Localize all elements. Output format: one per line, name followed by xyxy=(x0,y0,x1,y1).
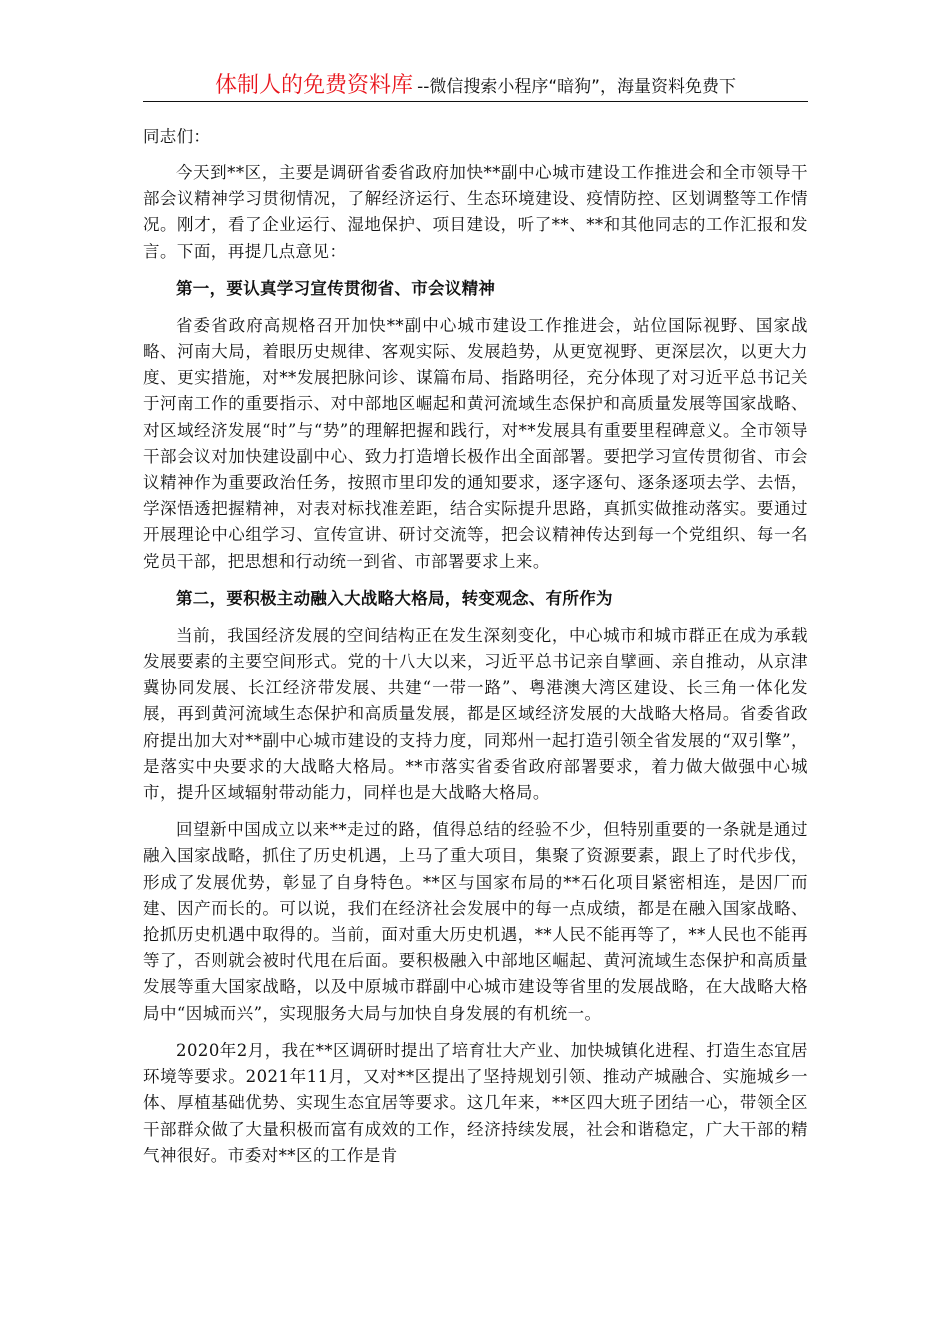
paragraph-intro: 今天到**区，主要是调研省委省政府加快**副中心城市建设工作推进会和全市领导干部会议精神学习贯彻情况，了解经济运行、生态环境建设、疫情防控、区划调整等工作情况。刚才，看了企业运行、湿地保护、项目建设，听了**、**和其他同志的工作汇报和发言。下面，再提几点意见： xyxy=(143,163,808,261)
paragraph-section2-b: 回望新中国成立以来**走过的路，值得总结的经验不少，但特别重要的一条就是通过融入国家战略，抓住了历史机遇，上马了重大项目，集聚了资源要素，跟上了时代步伐，形成了发展优势，彰显了自身特色。**区与国家布局的**石化项目紧密相连，是因厂而建、因产而长的。可以说，我们在经济社会发展中的每一点成绩，都是在融入国家战略、抢抓历史机遇中取得的。当前，面对重大历史机遇，**人民不能再等了，**人民也不能再等了，否则就会被时代甩在后面。要积极融入中部地区崛起、黄河流域生态保护和高质量发展等重大国家战略，以及中原城市群副中心城市建设等省里的发展战略，在大战略大格局中“因城而兴”，实现服务大局与加快自身发展的有机统一。 xyxy=(143,820,808,1023)
document-body xyxy=(143,124,808,1180)
paragraph-section2-c: 2020年2月，我在**区调研时提出了培育壮大产业、加快城镇化进程、打造生态宜居环境等要求。2021年11月，又对**区提出了坚持规划引领、推动产城融合、实施城乡一体、厚植基础优势、实现生态宜居等要求。这几年来，**区四大班子团结一心，带领全区干部群众做了大量积极而富有成效的工作，经济持续发展，社会和谐稳定，广大干部的精气神很好。市委对**区的工作是肯 xyxy=(143,1040,808,1165)
header-divider xyxy=(143,101,808,102)
section-heading-1: 第一，要认真学习宣传贯彻省、市会议精神 xyxy=(176,278,496,298)
section-heading-2: 第二，要积极主动融入大战略大格局，转变观念、有所作为 xyxy=(176,588,613,608)
header-tagline: --微信搜索小程序“暗狗”，海量资料免费下 xyxy=(417,77,736,97)
salutation: 同志们： xyxy=(143,127,211,146)
page-header xyxy=(143,68,808,104)
paragraph-section1: 省委省政府高规格召开加快**副中心城市建设工作推进会，站位国际视野、国家战略、河南大局，着眼历史规律、客观实际、发展趋势，从更宽视野、更深层次，以更大力度、更实措施，对**发展把脉问诊、谋篇布局、指路明径，充分体现了对习近平总书记关于河南工作的重要指示、对中部地区崛起和黄河流域生态保护和高质量发展等国家战略、对区域经济发展“时”与“势”的理解把握和践行，对**发展具有重要里程碑意义。全市领导干部会议对加快建设副中心、致力打造增长极作出全面部署。要把学习宣传贯彻省、市会议精神作为重要政治任务，按照市里印发的通知要求，逐字逐句、逐条逐项去学、去悟，学深悟透把握精神，对表对标找准差距，结合实际提升思路，真抓实做推动落实。要通过开展理论中心组学习、宣传宣讲、研讨交流等，把会议精神传达到每一个党组织、每一名党员干部，把思想和行动统一到省、市部署要求上来。 xyxy=(143,315,808,571)
paragraph-section2-a: 当前，我国经济发展的空间结构正在发生深刻变化，中心城市和城市群正在成为承载发展要素的主要空间形式。党的十八大以来，习近平总书记亲自擘画、亲自推动，从京津冀协同发展、长江经济带发展、共建“一带一路”、粤港澳大湾区建设、长三角一体化发展，再到黄河流域生态保护和高质量发展，都是区域经济发展的大战略大格局。省委省政府提出加大对**副中心城市建设的支持力度，同郑州一起打造引领全省发展的“双引擎”，是落实中央要求的大战略大格局。**市落实省委省政府部署要求，着力做大做强中心城市，提升区域辐射带动能力，同样也是大战略大格局。 xyxy=(143,625,808,803)
header-brand: 体制人的免费资料库 xyxy=(215,73,414,98)
